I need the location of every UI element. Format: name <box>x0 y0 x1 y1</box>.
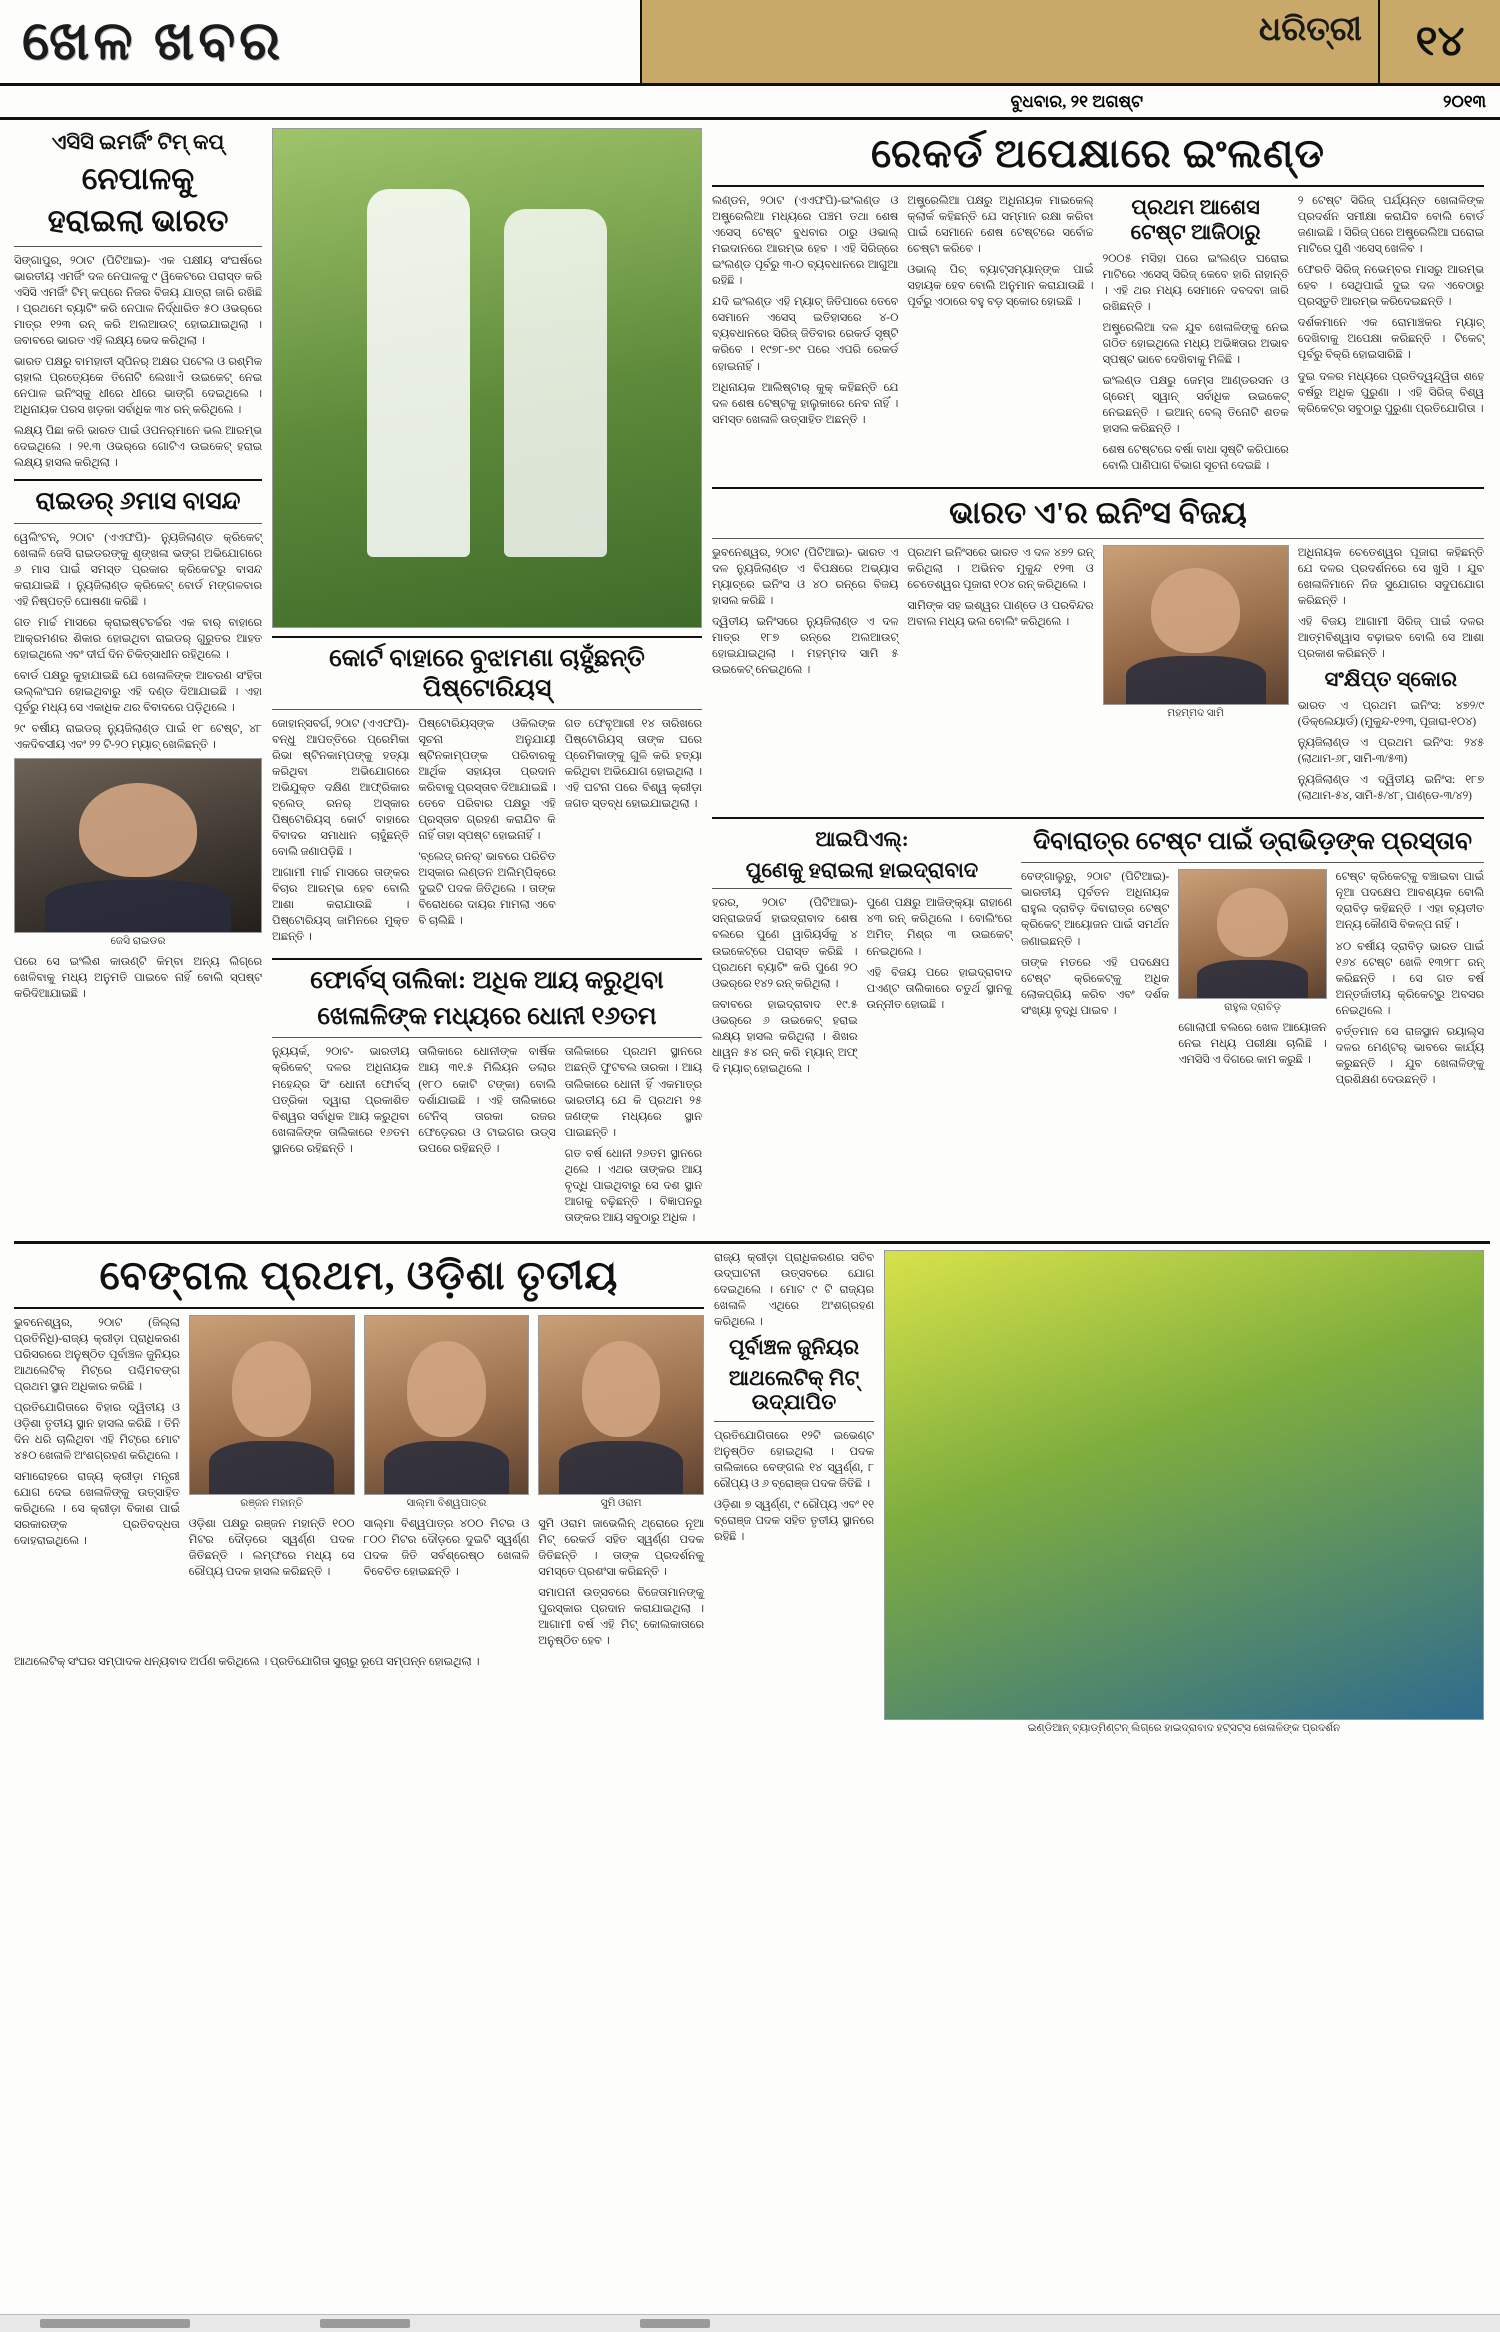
bottom-grid <box>14 1250 1490 1741</box>
divider <box>14 479 262 481</box>
divider <box>272 636 702 638</box>
scorecard-line-1: ଭାରତ ଏ ପ୍ରଥମ ଇନିଂସ: ୪୭୨/୯ (ଡିକ୍ଲେୟାର୍ଡ) (ମୁକୁନ୍ଦ-୧୨୩, ପୂଜାରା-୧୦୪) <box>1297 699 1484 728</box>
article-bengal-p5: ସୁମି ଓରାମ ଜାଭେଲିନ୍ ଥ୍ରୋରେ ନୂଆ ମିଟ୍ ରେକର୍ଡ ସହିତ ସ୍ୱର୍ଣ୍ଣ ପଦକ ଜିତିଛନ୍ତି । ତାଙ୍କ ପ୍ରଦର୍ଶନକୁ ସମସ୍ତେ ପ୍ରଶଂସା କରିଛନ୍ତି । <box>538 1517 704 1579</box>
page-content <box>0 120 1500 1741</box>
article-dravid-p3: ଗୋଲାପୀ ବଲରେ ଖେଳ ଆୟୋଜନ ନେଇ ମଧ୍ୟ ପରୀକ୍ଷା ଚାଲିଛି । ଏମସିସି ଏ ଦିଗରେ କାମ କରୁଛି । <box>1178 1022 1327 1067</box>
article-bengal-p8: ଆଥଲେଟିକ୍ ସଂଘର ସମ୍ପାଦକ ଧନ୍ୟବାଦ ଅର୍ପଣ କରିଥିଲେ । ପ୍ରତିଯୋଗିତା ସୁଚାରୁ ରୂପେ ସମ୍ପନ୍ନ ହୋଇଥିଲା । <box>14 1656 480 1669</box>
article-england-record-headline: ରେକର୍ଡ ଅପେକ୍ଷାରେ ଇଂଲଣ୍ଡ <box>870 131 1326 176</box>
eastern-meet-headline-2: ଆଥଲେଟିକ୍ ମିଟ୍ ଉଦ୍‌ଯାପିତ <box>728 1365 860 1415</box>
bengal-col-1 <box>14 1315 180 1654</box>
scrollbar-footer[interactable] <box>0 2314 1500 2332</box>
england-col-4 <box>1298 193 1484 479</box>
india-a-col-1 <box>712 545 898 809</box>
photo-sumi-oram-caption: ସୁମି ଓରାମ <box>600 1497 642 1509</box>
article-india-a-win <box>712 495 1484 809</box>
bottom-left <box>14 1250 704 1741</box>
article-forbes-dhoni-p4: ଗତ ବର୍ଷ ଧୋନୀ ୨୬ତମ ସ୍ଥାନରେ ଥିଲେ । ଏଥର ତାଙ୍କର ଆୟ ବୃଦ୍ଧି ପାଇଥିବାରୁ ସେ ଦଶ ସ୍ଥାନ ଆଗକୁ ବଢ଼ିଛନ୍ତି । ବିଜ୍ଞାପନରୁ ତାଙ୍କର ଆୟ ସବୁଠାରୁ ଅଧିକ । <box>564 1147 702 1224</box>
photo-badminton-caption: ଇଣ୍ଡିଆନ୍ ବ୍ୟାଡ୍‌ମିଣ୍ଟନ୍ ଲିଗ୍‌ରେ ହାଇଦ୍ରାବାଦ ହଟ୍‌ସଟ୍ସ ଖେଳାଳିଙ୍କ ପ୍ରଦର୍ଶନ <box>1027 1722 1341 1734</box>
article-forbes-col-3 <box>565 1044 702 1230</box>
india-a-col-2 <box>907 545 1093 809</box>
ibl-col-1 <box>712 895 858 1081</box>
lower-right-grid <box>712 825 1484 1093</box>
divider <box>714 1421 874 1422</box>
scorecard-line-3: ନ୍ୟୁଜିଲାଣ୍ଡ ଏ ଦ୍ୱିତୀୟ ଇନିଂସ: ୧୮୭ (ଲାଥାମ-୫୪, ସାମି-୫/୪୮, ପାଣ୍ଡେ-୩/୪୨) <box>1297 773 1484 802</box>
paper-name: ଧରିତ୍ରୀ <box>1258 12 1362 48</box>
article-forbes-col-2 <box>418 1044 555 1230</box>
photo-jesse-ryder <box>14 758 262 933</box>
article-emerging-cup-headline-1: ନେପାଳକୁ <box>81 160 195 196</box>
article-india-a-p2: ଦ୍ୱିତୀୟ ଇନିଂସରେ ନ୍ୟୁଜିଲାଣ୍ଡ ଏ ଦଳ ମାତ୍ର ୧୮୭ ରନ୍‌ରେ ଅଲଆଉଟ୍ ହୋଇଯାଇଥିଲା । ମହମ୍ମଦ ସାମି ୫ ଉଇକେଟ୍ ନେଇଥିଲେ । <box>712 615 899 676</box>
article-england-s1p3: ଇଂଲଣ୍ଡ ପକ୍ଷରୁ ଜେମ୍ସ ଆଣ୍ଡରସନ ଓ ଗ୍ରେମ୍ ସ୍ୱାନ୍ ସର୍ବାଧିକ ଉଇକେଟ୍ ନେଇଛନ୍ତି । ଇଆନ୍ ବେଲ୍ ତିନୋଟି ଶତକ ହାସଲ କରିଛନ୍ତି । <box>1102 374 1289 436</box>
article-forbes-dhoni-p2: ତାଲିକାରେ ଧୋନୀଙ୍କ ବାର୍ଷିକ ଆୟ ୩୧.୫ ମିଲିୟନ ଡଲାର (୧୮୦ କୋଟି ଟଙ୍କା) ବୋଲି ଦର୍ଶାଯାଇଛି । ଏହି ତାଲିକାରେ ଟେନିସ୍ ତାରକା ରଜର ଫେଡ଼େରର ଓ ଟାଇଗର ଉଡ୍ସ ଉପରେ ରହିଛନ୍ତି । <box>418 1046 556 1155</box>
article-dravid-r1: ଟେଷ୍ଟ କ୍ରିକେଟ୍‌କୁ ବଞ୍ଚାଇବା ପାଇଁ ନୂଆ ପଦକ୍ଷେପ ଆବଶ୍ୟକ ବୋଲି ଦ୍ରାବିଡ଼ କହିଛନ୍ତି । ଏହା ବ୍ୟତୀତ ଅନ୍ୟ କୌଣସି ବିକଳ୍ପ ନାହିଁ । <box>1335 871 1484 932</box>
bottom-mid <box>714 1250 874 1741</box>
photo-mohammed-shami-caption: ମହମ୍ମଦ ସାମି <box>1167 707 1224 719</box>
england-col-1 <box>712 193 898 479</box>
article-dravid-r2: ୪୦ ବର୍ଷୀୟ ଦ୍ରାବିଡ଼ ଭାରତ ପାଇଁ ୧୬୪ ଟେଷ୍ଟ ଖେଳି ୧୩୨୮୮ ରନ୍ କରିଛନ୍ତି । ସେ ଗତ ବର୍ଷ ଅନ୍ତର୍ଜାତୀୟ କ୍ରିକେଟ୍‌ରୁ ଅବସର ନେଇଥିଲେ । <box>1335 940 1484 1017</box>
bottom-section <box>14 1241 1490 1741</box>
masthead-band <box>640 0 1380 83</box>
dateline-year: ୨୦୧୩ <box>1443 91 1486 111</box>
divider <box>712 888 1012 889</box>
england-col-3 <box>1103 193 1289 479</box>
article-bengal-p4: ସାଲ୍‌ମା ବିଶ୍ୱପାତ୍ର ୪୦୦ ମିଟର ଓ ୮୦୦ ମିଟର ଦୌଡ଼ରେ ଦୁଇଟି ସ୍ୱର୍ଣ୍ଣ ପଦକ ଜିତି ସର୍ବଶ୍ରେଷ୍ଠ ଖେଳାଳି ବିବେଚିତ ହୋଇଛନ୍ତି । <box>363 1517 530 1579</box>
article-forbes-dhoni-p3: ତାଲିକାରେ ପ୍ରଥମ ସ୍ଥାନରେ ଅଛନ୍ତି ଫୁଟବଲ ତାରକା । ଆୟ ତାଲିକାରେ ଧୋନୀ ହିଁ ଏକମାତ୍ର ଭାରତୀୟ ଯେ କି ପ୍ରଥମ ୨୫ ଜଣଙ୍କ ମଧ୍ୟରେ ସ୍ଥାନ ପାଇଛନ୍ତି । <box>564 1046 702 1139</box>
divider <box>272 958 702 960</box>
article-england-record <box>712 130 1484 479</box>
article-emerging-cup-p1: ସିଙ୍ଗାପୁର, ୨୦ାଟ (ପିଟିଆଇ)- ଏକ ପକ୍ଷୀୟ ସଂଘର୍ଷରେ ଭାରତୀୟ ଏମର୍ଜିଂ ଦଳ ନେପାଳକୁ ୯ ୱିକେଟରେ ପରାସ୍ତ କରି ଏସିସି ଏମର୍ଜିଂ ଟିମ୍ କପ୍‌ରେ ନିଜର ବିଜୟ ଯାତ୍ରା ଜାରି ରଖିଛି । ପ୍ରଥମେ ବ୍ୟାଟିଂ କରି ନେପାଳ ନିର୍ଦ୍ଧାରିତ ୫୦ ଓଭର୍‌ରେ ମାତ୍ର ୧୨୩ ରନ୍ କରି ଅଲଆଉଟ୍ ହୋଇଯାଇଥିଲା । ଜବାବରେ ଭାରତ ଏହି ଲକ୍ଷ୍ୟ ଭେଦ କରିଥିଲା । <box>14 254 262 348</box>
article-pistorius-p2: ପିଷ୍ଟୋରିୟସ୍ଙ୍କ ଓକିଲଙ୍କ ସୂଚନା ଅନୁଯାୟୀ ଷ୍ଟିନକାମ୍ପଙ୍କ ପରିବାରକୁ ଆର୍ଥିକ ସହାୟତା ପ୍ରଦାନ କରିବାକୁ ପ୍ରସ୍ତାବ ଦିଆଯାଇଛି । ତେବେ ପରିବାର ପକ୍ଷରୁ ଏହି ପ୍ରସ୍ତାବ ଗ୍ରହଣ କରାଯିବ କି ନାହିଁ ତାହା ସ୍ପଷ୍ଟ ହୋଇନାହିଁ । <box>418 718 556 843</box>
india-a-col-4 <box>1298 545 1484 809</box>
photo-rahul-dravid-caption: ରାହୁଲ ଦ୍ରାବିଡ଼ <box>1224 1002 1281 1014</box>
article-dravid-columns <box>1021 869 1484 1092</box>
article-bengal-columns <box>14 1315 704 1654</box>
article-india-a-r2: ଏହି ବିଜୟ ଆଗାମୀ ସିରିଜ୍ ପାଇଁ ଦଳର ଆତ୍ମବିଶ୍ୱାସ ବଢ଼ାଇବ ବୋଲି ସେ ଆଶା ପ୍ରକାଶ କରିଛନ୍ତି । <box>1297 615 1484 660</box>
article-forbes-col-1 <box>272 1044 409 1230</box>
masthead <box>0 0 1500 86</box>
article-india-a-p3: ପ୍ରଥମ ଇନିଂସରେ ଭାରତ ଏ ଦଳ ୪୭୨ ରନ୍ କରିଥିଲା । ଅଭିନବ ମୁକୁନ୍ଦ ୧୨୩ ଓ ଚେତେଶ୍ୱର ପୂଜାରା ୧୦୪ ରନ୍ କରିଥିଲେ । <box>907 546 1094 591</box>
article-emerging-cup-kicker: ଏସିସି ଇମର୍ଜିଂ ଟିମ୍ କପ୍ <box>51 130 225 154</box>
photo-salma-biswapatra <box>364 1315 530 1495</box>
scroll-segment-1[interactable] <box>40 2319 190 2328</box>
article-ibl-columns <box>712 895 1012 1081</box>
article-dravid-daynight <box>1021 827 1484 1093</box>
article-pistorius-col-1 <box>272 716 409 950</box>
article-england-r4: ଦୁଇ ଦଳର ମଧ୍ୟରେ ପ୍ରତିଦ୍ୱନ୍ଦ୍ୱିତା ଶହେ ବର୍ଷରୁ ଅଧିକ ପୁରୁଣା । ଏହି ସିରିଜ୍ ବିଶ୍ୱ କ୍ରିକେଟ୍‌ର ସବୁଠାରୁ ପୁରୁଣା ପ୍ରତିଯୋଗିତା । <box>1297 370 1484 415</box>
photo-badminton-action <box>884 1250 1484 1720</box>
article-ibl-headline-2: ପୁଣେକୁ ହରାଇଲା ହାଇଦ୍ରାବାଦ <box>745 857 979 882</box>
article-india-a-p1: ଭୁବନେଶ୍ୱର, ୨୦ାଟ (ପିଟିଆଇ)- ଭାରତ ଏ ଦଳ ନ୍ୟୁଜିଲାଣ୍ଡ ଏ ବିପକ୍ଷରେ ଅଭ୍ୟାସ ମ୍ୟାଚ୍‌ରେ ଇନିଂସ ଓ ୪୦ ରନ୍‌ରେ ବିଜୟ ହାସଲ କରିଛି । <box>712 546 899 607</box>
article-ibl-p1: ହରର, ୨୦ାଟ (ପିଟିଆଇ)-ସନ୍‌ରାଇଜର୍ସ ହାଇଦ୍ରାବାଦ ଶେଷ ବଲରେ ପୁଣେ ୱାରିୟର୍ସକୁ ୪ ଉଇକେଟ୍‌ରେ ପରାସ୍ତ କରିଛି । ପ୍ରଥମେ ବ୍ୟାଟିଂ କରି ପୁଣେ ୨୦ ଓଭର୍‌ରେ ୧୪୨ ରନ୍ କରିଥିଲା । <box>712 897 858 990</box>
column-left <box>14 128 262 1231</box>
article-forbes-dhoni-p1: ନ୍ୟୁୟର୍କ, ୨୦ାଟ- ଭାରତୀୟ କ୍ରିକେଟ୍ ଦଳର ଅଧିନାୟକ ମହେନ୍ଦ୍ର ସିଂ ଧୋନୀ ଫୋର୍ବସ୍ ପତ୍ରିକା ଦ୍ୱାରା ପ୍ରକାଶିତ ବିଶ୍ୱର ସର୍ବାଧିକ ଆୟ କରୁଥିବା ଖେଳାଳିଙ୍କ ତାଲିକାରେ ୧୬ତମ ସ୍ଥାନରେ ରହିଛନ୍ତି । <box>272 1046 410 1155</box>
photo-sumi-oram <box>538 1315 704 1495</box>
photo-ranjan-mohanty <box>189 1315 355 1495</box>
article-ibl-p2: ଜବାବରେ ହାଇଦ୍ରାବାଦ ୧୯.୫ ଓଭର୍‌ରେ ୬ ଉଇକେଟ୍ ହରାଇ ଲକ୍ଷ୍ୟ ହାସଲ କରିଥିଲା । ଶିଖର ଧାୱନ ୫୪ ରନ୍ କରି ମ୍ୟାନ୍ ଅଫ୍ ଦି ମ୍ୟାଚ୍ ହୋଇଥିଲେ । <box>712 998 858 1075</box>
article-bengal-first-headline: ବେଙ୍ଗଲ ପ୍ରଥମ, ଓଡ଼ିଶା ତୃତୀୟ <box>99 1252 619 1298</box>
article-dravid-p1: ବେଙ୍ଗାଲୁରୁ, ୨୦ାଟ (ପିଟିଆଇ)- ଭାରତୀୟ ପୂର୍ବତନ ଅଧିନାୟକ ରାହୁଲ ଦ୍ରାବିଡ଼ ଦିବାରାତ୍ର ଟେଷ୍ଟ କ୍ରିକେଟ୍ ଆୟୋଜନ ପାଇଁ ସମର୍ଥନ ଜଣାଇଛନ୍ତି । <box>1021 871 1170 948</box>
page-number: ୧୪ <box>1380 0 1500 83</box>
article-ryder-ban-p1: ୱେଲିଂଟନ୍, ୨୦ାଟ (ଏଏଫପି)- ନ୍ୟୁଜିଲାଣ୍ଡ କ୍ରିକେଟ୍ ଖେଳାଳି ଜେସି ରାଇଡରଙ୍କୁ ଶୃଙ୍ଖଳା ଭଙ୍ଗ ଅଭିଯୋଗରେ ୬ ମାସ ପାଇଁ ସମସ୍ତ ପ୍ରକାର କ୍ରିକେଟରୁ ବାସନ୍ଦ କରାଯାଇଛି । ନ୍ୟୁଜିଲାଣ୍ଡ କ୍ରିକେଟ୍ ବୋର୍ଡ ମଙ୍ଗଳବାର ଏହି ନିଷ୍ପତ୍ତି ଘୋଷଣା କରିଛି । <box>14 531 262 608</box>
article-england-record-p2: ଯଦି ଇଂଲଣ୍ଡ ଏହି ମ୍ୟାଚ୍ ଜିତିପାରେ ତେବେ ସେମାନେ ଏସେସ୍ ଇତିହାସରେ ୪-୦ ବ୍ୟବଧାନରେ ସିରିଜ୍ ଜିତିବାର ରେକର୍ଡ ସୃଷ୍ଟି କରିବେ । ୧୯୭୮-୭୯ ପରେ ଏପରି ରେକର୍ଡ ହୋଇନାହିଁ । <box>712 296 899 373</box>
article-forbes-dhoni-headline-1: ଫୋର୍ବସ୍ ତାଲିକା: ଅଧିକ ଆୟ କରୁଥିବା <box>310 967 664 995</box>
article-england-r3: ଦର୍ଶକମାନେ ଏକ ରୋମାଞ୍ଚକର ମ୍ୟାଚ୍ ଦେଖିବାକୁ ଅପେକ୍ଷା କରିଛନ୍ତି । ଟିକେଟ୍ ପୂର୍ବରୁ ବିକ୍ରି ହୋଇସାରିଛି । <box>1297 317 1484 362</box>
photo-salma-biswapatra-caption: ସାଲ୍‌ମା ବିଶ୍ୱପାତ୍ର <box>406 1497 487 1509</box>
article-india-a-r1: ଅଧିନାୟକ ଚେତେଶ୍ୱର ପୂଜାରା କହିଛନ୍ତି ଯେ ଦଳର ପ୍ରଦର୍ଶନରେ ସେ ଖୁସି । ଯୁବ ଖେଳାଳିମାନେ ନିଜ ସୁଯୋଗର ସଦୁପଯୋଗ କରିଛନ୍ତି । <box>1297 546 1484 607</box>
scroll-segment-2[interactable] <box>320 2319 410 2328</box>
column-right <box>712 128 1484 1231</box>
article-england-record-p3: ଅଧିନାୟକ ଆଲିଷ୍ଟାର୍ କୁକ୍ କହିଛନ୍ତି ଯେ ଦଳ ଶେଷ ଟେଷ୍ଟକୁ ହାଲୁକାରେ ନେବ ନାହିଁ । ସମସ୍ତ ଖେଳାଳି ଉତ୍ସାହିତ ଅଛନ୍ତି । <box>712 381 899 426</box>
england-col-2 <box>907 193 1093 479</box>
dravid-col-1 <box>1021 869 1169 1092</box>
photo-rahul-dravid-figure <box>1178 869 1326 1014</box>
article-ryder-ban <box>14 487 262 1002</box>
bengal-col-3 <box>364 1315 530 1654</box>
photo-jesse-ryder-caption: ଜେସି ରାଇଡର <box>110 936 166 948</box>
article-dravid-p2: ତାଙ୍କ ମତରେ ଏହି ପଦକ୍ଷେପ ଟେଷ୍ଟ କ୍ରିକେଟ୍‌କୁ ଅଧିକ ଲୋକପ୍ରିୟ କରିବ ଏବଂ ଦର୍ଶକ ସଂଖ୍ୟା ବୃଦ୍ଧି ପାଇବ । <box>1021 956 1170 1017</box>
article-ibl-block <box>712 825 1012 1093</box>
scroll-segment-3[interactable] <box>640 2319 710 2328</box>
divider <box>712 817 1484 819</box>
photo-salma-biswapatra-figure <box>364 1315 530 1510</box>
eastern-meet-p3: ଓଡ଼ିଶା ୭ ସ୍ୱର୍ଣ୍ଣ, ୯ ରୌପ୍ୟ ଏବଂ ୧୧ ବ୍ରୋଞ୍ଜ ପଦକ ସହିତ ତୃତୀୟ ସ୍ଥାନରେ ରହିଛି । <box>714 1499 874 1544</box>
bengal-col-4 <box>538 1315 704 1654</box>
bengal-col-2 <box>189 1315 355 1654</box>
article-ryder-ban-headline: ରାଇଡର୍ ୬ମାସ ବାସନ୍ଦ <box>35 488 241 516</box>
divider <box>712 487 1484 489</box>
divider <box>14 246 262 247</box>
photo-jesse-ryder-figure <box>14 758 262 948</box>
article-england-s1p4: ଶେଷ ଟେଷ୍ଟରେ ବର୍ଷା ବାଧା ସୃଷ୍ଟି କରିପାରେ ବୋଲି ପାଣିପାଗ ବିଭାଗ ସୂଚନା ଦେଇଛି । <box>1102 444 1289 473</box>
article-ryder-ban-p3: ବୋର୍ଡ ପକ୍ଷରୁ କୁହାଯାଇଛି ଯେ ଖେଳାଳିଙ୍କ ଆଚରଣ ସଂହିତା ଉଲ୍ଲଂଘନ ହୋଇଥିବାରୁ ଏହି ଦଣ୍ଡ ଦିଆଯାଇଛି । ଏହା ପୂର୍ବରୁ ମଧ୍ୟ ସେ ଏକାଧିକ ଥର ବିବାଦରେ ପଡ଼ିଥିଲେ । <box>14 670 262 715</box>
article-bengal-p2: ପ୍ରତିଯୋଗିତାରେ ବିହାର ଦ୍ୱିତୀୟ ଓ ଓଡ଼ିଶା ତୃତୀୟ ସ୍ଥାନ ହାସଲ କରିଛି । ତିନି ଦିନ ଧରି ଚାଲିଥିବା ଏହି ମିଟ୍‌ରେ ମୋଟ ୪୫୦ ଖେଳାଳି ଅଂଶଗ୍ରହଣ କରିଥିଲେ । <box>14 1402 180 1463</box>
article-pistorius <box>272 644 702 950</box>
divider <box>712 538 1484 539</box>
photo-rahul-dravid <box>1178 869 1326 999</box>
article-england-record-columns <box>712 193 1484 479</box>
india-a-col-3 <box>1103 545 1289 809</box>
article-pistorius-p4: ଆଗାମୀ ମାର୍ଚ୍ଚ ମାସରେ ତାଙ୍କର ବିଚାର ଆରମ୍ଭ ହେବ ବୋଲି ଆଶା କରାଯାଉଛି । ପିଷ୍ଟୋରିୟସ୍ ଜାମିନରେ ମୁକ୍ତ ଅଛନ୍ତି । <box>272 867 410 944</box>
divider <box>14 523 262 524</box>
article-ryder-ban-p5: ପରେ ସେ ଇଂଲିଶ କାଉଣ୍ଟି କିମ୍ବା ଅନ୍ୟ ଲିଗ୍‌ରେ ଖେଳିବାକୁ ମଧ୍ୟ ଅନୁମତି ପାଇବେ ନାହିଁ ବୋଲି ସ୍ପଷ୍ଟ କରିଦିଆଯାଇଛି । <box>14 956 262 1001</box>
article-ryder-ban-p2: ଗତ ମାର୍ଚ୍ଚ ମାସରେ କ୍ରାଇଷ୍ଟଚର୍ଚ୍ଚର ଏକ ବାର୍ ବାହାରେ ଆକ୍ରମଣର ଶିକାର ହୋଇଥିବା ରାଇଡର୍ ଗୁରୁତର ଆହତ ହୋଇଥିଲେ ଏବଂ ଦୀର୍ଘ ଦିନ ଚିକିତ୍ସାଧୀନ ରହିଥିଲେ । <box>14 616 262 662</box>
article-bengal-p6: ସମାପନୀ ଉତ୍ସବରେ ବିଜେତାମାନଙ୍କୁ ପୁରସ୍କାର ପ୍ରଦାନ କରାଯାଇଥିଲା । ଆଗାମୀ ବର୍ଷ ଏହି ମିଟ୍ କୋଲକାତାରେ ଅନୁଷ୍ଠିତ ହେବ । <box>538 1587 704 1648</box>
photo-badminton-figure <box>884 1250 1484 1735</box>
article-bengal-p1: ଭୁବନେଶ୍ୱର, ୨୦ାଟ (ଜିଲ୍ଲା ପ୍ରତିନିଧି)-ରାଜ୍ୟ କ୍ରୀଡ଼ା ପ୍ରାଧିକରଣ ପରିସରରେ ଅନୁଷ୍ଠିତ ପୂର୍ବାଞ୍ଚଳ ଜୁନିୟର ଆଥଲେଟିକ୍ ମିଟ୍‌ରେ ପଶ୍ଚିମବଙ୍ଗ ପ୍ରଥମ ସ୍ଥାନ ଅଧିକାର କରିଛି । <box>14 1316 180 1394</box>
bottom-right <box>884 1250 1484 1741</box>
article-england-s1p1: ୨୦୦୫ ମସିହା ପରେ ଇଂଲଣ୍ଡ ଘରୋଇ ମାଟିରେ ଏସେସ୍ ସିରିଜ୍ କେବେ ହାରି ନାହାନ୍ତି । ଏହି ଥର ମଧ୍ୟ ସେମାନେ ଦବଦବା ଜାରି ରଖିଛନ୍ତି । <box>1102 252 1289 313</box>
article-india-a-p4: ସାମିଙ୍କ ସହ ଇଶ୍ୱର ପାଣ୍ଡେ ଓ ପରବିନ୍ଦର ଅବାଲ ମଧ୍ୟ ଭଲ ବୋଲିଂ କରିଥିଲେ । <box>907 599 1094 628</box>
article-england-subhead: ପ୍ରଥମ ଆଶେସ ଟେଷ୍ଟ ଆଜିଠାରୁ <box>1130 195 1261 244</box>
article-dravid-block <box>1021 825 1484 1093</box>
article-pistorius-headline: କୋର୍ଟ ବାହାରେ ବୁଝାମଣା ଚାହୁଁଛନ୍ତି ପିଷ୍ଟୋରିୟସ୍ <box>329 645 645 702</box>
article-pistorius-col-2 <box>418 716 555 950</box>
photo-mohammed-shami <box>1103 545 1289 705</box>
article-india-a-win-headline: ଭାରତ ଏ'ର ଇନିଂସ ବିଜୟ <box>949 495 1247 531</box>
article-england-record-p4: ଅଷ୍ଟ୍ରେଲିଆ ପକ୍ଷରୁ ଅଧିନାୟକ ମାଇକେଲ୍ କ୍ଲାର୍କ କହିଛନ୍ତି ଯେ ସମ୍ମାନ ରକ୍ଷା କରିବା ପାଇଁ ସେମାନେ ଶେଷ ଟେଷ୍ଟରେ ସର୍ବୋଚ୍ଚ ଚେଷ୍ଟା କରିବେ । <box>907 195 1094 256</box>
photo-sumi-oram-figure <box>538 1315 704 1510</box>
article-england-s1p2: ଅଷ୍ଟ୍ରେଲିଆ ଦଳ ଯୁବ ଖେଳାଳିଙ୍କୁ ନେଇ ଗଠିତ ହୋଇଥିଲେ ମଧ୍ୟ ଅଭିଜ୍ଞତାର ଅଭାବ ସ୍ପଷ୍ଟ ଭାବେ ଦେଖିବାକୁ ମିଳିଛି । <box>1102 321 1289 366</box>
divider <box>272 709 702 710</box>
article-ibl-p4: ଏହି ବିଜୟ ପରେ ହାଇଦ୍ରାବାଦ ପଏଣ୍ଟ ତାଲିକାରେ ଚତୁର୍ଥ ସ୍ଥାନକୁ ଉନ୍ନୀତ ହୋଇଛି । <box>866 966 1012 1011</box>
photo-england-practice <box>272 128 702 628</box>
dateline-date: ବୁଧବାର, ୨୧ ଅଗଷ୍ଟ <box>1010 91 1143 111</box>
eastern-meet-headline-1: ପୂର୍ବାଞ୍ଚଳ ଜୁନିୟର <box>728 1334 860 1359</box>
photo-mohammed-shami-figure <box>1103 545 1289 720</box>
article-emerging-cup-headline-2: ହରାଇଲା ଭାରତ <box>47 203 229 239</box>
divider <box>272 1037 702 1038</box>
article-emerging-cup-p2: ଭାରତ ପକ୍ଷରୁ ବାମହାତୀ ସ୍ପିନର୍ ଅକ୍ଷର ପଟେଲ ଓ ରଶ୍ମିକ ଚାହାଲ ପ୍ରତ୍ୟେକେ ତିନୋଟି ଲେଖାଏଁ ଉଇକେଟ୍ ନେଇ ନେପାଳ ଇନିଂସ୍‌କୁ ଧୀରେ ଧୀରେ ଭାଙ୍ଗି ଦେଇଥିଲେ । ଅଧିନାୟକ ପରସ ଖଡ଼କା ସର୍ବାଧିକ ୩୪ ରନ୍ କରିଥିଲେ । <box>14 356 262 417</box>
article-england-r1: ୨ ଟେଷ୍ଟ ସିରିଜ୍ ପର୍ଯ୍ୟନ୍ତ ଖେଳାଳିଙ୍କ ପ୍ରଦର୍ଶନ ସମୀକ୍ଷା କରାଯିବ ବୋଲି ବୋର୍ଡ ଜଣାଇଛି । ସିରିଜ୍ ପରେ ଅଷ୍ଟ୍ରେଲିଆ ଘରୋଇ ମାଟିରେ ପୁଣି ଏସେସ୍ ଖେଳିବ । <box>1297 195 1484 256</box>
article-pistorius-col-3 <box>565 716 702 950</box>
scorecard-title: ସଂକ୍ଷିପ୍ତ ସ୍କୋର <box>1324 666 1458 691</box>
scorecard-line-2: ନ୍ୟୁଜିଲାଣ୍ଡ ଏ ପ୍ରଥମ ଇନିଂସ: ୨୪୫ (ଲାଥାମ-୬୮, ସାମି-୩/୫୩) <box>1297 736 1484 765</box>
article-ibl-hyderabad <box>712 827 1012 1082</box>
article-forbes-dhoni-columns <box>272 1044 702 1230</box>
eastern-meet-p2: ପ୍ରତିଯୋଗିତାରେ ୧୨ଟି ଇଭେଣ୍ଟ ଅନୁଷ୍ଠିତ ହୋଇଥିଲା । ପଦକ ତାଲିକାରେ ବେଙ୍ଗଲ ୧୪ ସ୍ୱର୍ଣ୍ଣ, ୮ ରୌପ୍ୟ ଓ ୬ ବ୍ରୋଞ୍ଜ ପଦକ ଜିତିଛି । <box>714 1430 874 1491</box>
article-bengal-p3: ଓଡ଼ିଶା ପକ୍ଷରୁ ରଞ୍ଜନ ମହାନ୍ତି ୧୦୦ ମିଟର ଦୌଡ଼ରେ ସ୍ୱର୍ଣ୍ଣ ପଦକ ଜିତିଛନ୍ତି । ଲମ୍ଫରେ ମଧ୍ୟ ସେ ରୌପ୍ୟ ପଦକ ହାସଲ କରିଛନ୍ତି । <box>188 1517 355 1579</box>
article-ibl-p3: ପୁଣେ ପକ୍ଷରୁ ଆଜିଙ୍କ୍ୟା ରାହାଣେ ୪୩ ରନ୍ କରିଥିଲେ । ବୋଲିଂରେ ଅମିତ୍ ମିଶ୍ର ୩ ଉଇକେଟ୍ ନେଇଥିଲେ । <box>866 897 1012 958</box>
ibl-col-2 <box>867 895 1013 1081</box>
photo-england-practice-figure <box>272 128 702 628</box>
article-ibl-headline-1: ଆଇପିଏଲ୍: <box>815 826 909 851</box>
top-grid <box>14 128 1490 1231</box>
article-dravid-headline: ଦିବାରାତ୍ର ଟେଷ୍ଟ ପାଇଁ ଡ୍ରାଭିଡ଼ଙ୍କ ପ୍ରସ୍ତାବ <box>1032 827 1473 855</box>
dravid-col-3 <box>1336 869 1484 1092</box>
article-pistorius-p1: ଜୋହାନ୍ସବର୍ଗ, ୨୦ାଟ (ଏଏଫପି)- ବନ୍ଧୁ ଆପତ୍ତିରେ ପ୍ରେମିକା ରିଭା ଷ୍ଟିନକାମ୍ପଙ୍କୁ ହତ୍ୟା କରିଥିବା ଅଭିଯୋଗରେ ଅଭିଯୁକ୍ତ ଦକ୍ଷିଣ ଆଫ୍ରିକାର ବ୍ଲେଡ୍ ରନର୍ ଅସ୍କାର ପିଷ୍ଟୋରିୟସ୍ କୋର୍ଟ ବାହାରେ ବିବାଦର ସମାଧାନ ଚାହୁଁଛନ୍ତି ବୋଲି ଜଣାପଡ଼ିଛି । <box>272 718 410 859</box>
article-emerging-cup-p3: ଲକ୍ଷ୍ୟ ପିଛା କରି ଭାରତ ପାଇଁ ଓପନର୍‌ମାନେ ଭଲ ଆରମ୍ଭ ଦେଇଥିଲେ । ୨୧.୩ ଓଭର୍‌ରେ ଗୋଟିଏ ଉଇକେଟ୍ ହରାଇ ଲକ୍ଷ୍ୟ ହାସଲ କରିଥିଲା । <box>14 425 262 470</box>
article-england-record-p5: ଓଭାଲ୍ ପିଚ୍ ବ୍ୟାଟ୍‌ସମ୍ୟାନ୍‌ଙ୍କ ପାଇଁ ସହାୟକ ହେବ ବୋଲି ଅନୁମାନ କରାଯାଉଛି । ପୂର୍ବରୁ ଏଠାରେ ବହୁ ବଡ଼ ସ୍କୋର ହୋଇଛି । <box>907 264 1094 309</box>
article-pistorius-columns <box>272 716 702 950</box>
dravid-col-2 <box>1178 869 1326 1092</box>
photo-ranjan-mohanty-figure <box>189 1315 355 1510</box>
article-forbes-dhoni-headline-2: ଖେଳାଳିଙ୍କ ମଧ୍ୟରେ ଧୋନୀ ୧୬ତମ <box>317 1002 657 1030</box>
article-india-a-columns <box>712 545 1484 809</box>
article-pistorius-p5: 'ବ୍ଲେଡ୍ ରନର୍' ଭାବରେ ପରିଚିତ ଅସ୍କାର ଲଣ୍ଡନ ଅଲିମ୍ପିକ୍‌ରେ ଦୁଇଟି ପଦକ ଜିତିଥିଲେ । ତାଙ୍କ ବିରୋଧରେ ଦାୟର ମାମଲା ଏବେ ବି ଚାଲିଛି । <box>418 851 556 928</box>
article-england-r2: ଫେରତି ସିରିଜ୍ ନଭେମ୍ବର ମାସରୁ ଆରମ୍ଭ ହେବ । ସେଥିପାଇଁ ଦୁଇ ଦଳ ଏବେଠାରୁ ପ୍ରସ୍ତୁତି ଆରମ୍ଭ କରିଦେଇଛନ୍ତି । <box>1297 264 1484 309</box>
photo-ranjan-mohanty-caption: ରଞ୍ଜନ ମହାନ୍ତି <box>240 1497 303 1509</box>
article-forbes-dhoni <box>272 966 702 1230</box>
masthead-title: ଖେଳ ଖବର <box>22 11 285 71</box>
divider <box>712 185 1484 187</box>
column-middle <box>272 128 702 1231</box>
divider <box>14 1307 704 1309</box>
dateline <box>0 86 1500 120</box>
article-emerging-cup <box>14 130 262 471</box>
divider <box>1021 862 1484 863</box>
article-pistorius-p3: ଗତ ଫେବୃଆରୀ ୧୪ ତାରିଖରେ ପିଷ୍ଟୋରିୟସ୍ ତାଙ୍କ ଘରେ ପ୍ରେମିକାଙ୍କୁ ଗୁଳି କରି ହତ୍ୟା କରିଥିବା ଅଭିଯୋଗ ହୋଇଥିଲା । ଏହି ଘଟନା ପରେ ବିଶ୍ୱ କ୍ରୀଡ଼ା ଜଗତ ସ୍ତବ୍ଧ ହୋଇଯାଇଥିଲା । <box>564 718 702 811</box>
article-dravid-r3: ବର୍ତ୍ତମାନ ସେ ରାଜସ୍ଥାନ ରୟାଲ୍ସ ଦଳର ମେଣ୍ଟର୍ ଭାବରେ କାର୍ଯ୍ୟ କରୁଛନ୍ତି । ଯୁବ ଖେଳାଳିଙ୍କୁ ପ୍ରଶିକ୍ଷଣ ଦେଉଛନ୍ତି । <box>1335 1025 1484 1086</box>
article-bengal-p7: ସମାରୋହରେ ରାଜ୍ୟ କ୍ରୀଡ଼ା ମନ୍ତ୍ରୀ ଯୋଗ ଦେଇ ଖେଳାଳିଙ୍କୁ ଉତ୍ସାହିତ କରିଥିଲେ । ସେ କ୍ରୀଡ଼ା ବିକାଶ ପାଇଁ ସରକାରଙ୍କ ପ୍ରତିବଦ୍ଧତା ଦୋହରାଇଥିଲେ । <box>14 1471 180 1548</box>
eastern-meet-p1: ରାଜ୍ୟ କ୍ରୀଡ଼ା ପ୍ରାଧିକରଣର ସଚିବ ଉଦ୍‌ଘାଟନୀ ଉତ୍ସବରେ ଯୋଗ ଦେଇଥିଲେ । ମୋଟ ୯ ଟି ରାଜ୍ୟର ଖେଳାଳି ଏଥିରେ ଅଂଶଗ୍ରହଣ କରିଥିଲେ । <box>714 1251 874 1328</box>
article-ryder-ban-p4: ୨୯ ବର୍ଷୀୟ ରାଇଡର୍ ନ୍ୟୁଜିଲାଣ୍ଡ ପାଇଁ ୧୮ ଟେଷ୍ଟ, ୪୮ ଏକଦିବସୀୟ ଏବଂ ୨୨ ଟି-୨୦ ମ୍ୟାଚ୍ ଖେଳିଛନ୍ତି । <box>14 723 262 752</box>
article-england-record-p1: ଲଣ୍ଡନ, ୨୦ାଟ (ଏଏଫପି)-ଇଂଲଣ୍ଡ ଓ ଅଷ୍ଟ୍ରେଲିଆ ମଧ୍ୟରେ ପଞ୍ଚମ ତଥା ଶେଷ ଏସେସ୍ ଟେଷ୍ଟ ବୁଧବାର ଠାରୁ ଓଭାଲ୍ ମଇଦାନରେ ଆରମ୍ଭ ହେବ । ଏହି ସିରିଜ୍‌ରେ ଇଂଲଣ୍ଡ ପୂର୍ବରୁ ୩-୦ ବ୍ୟବଧାନରେ ଆଗୁଆ ରହିଛି । <box>712 195 899 288</box>
